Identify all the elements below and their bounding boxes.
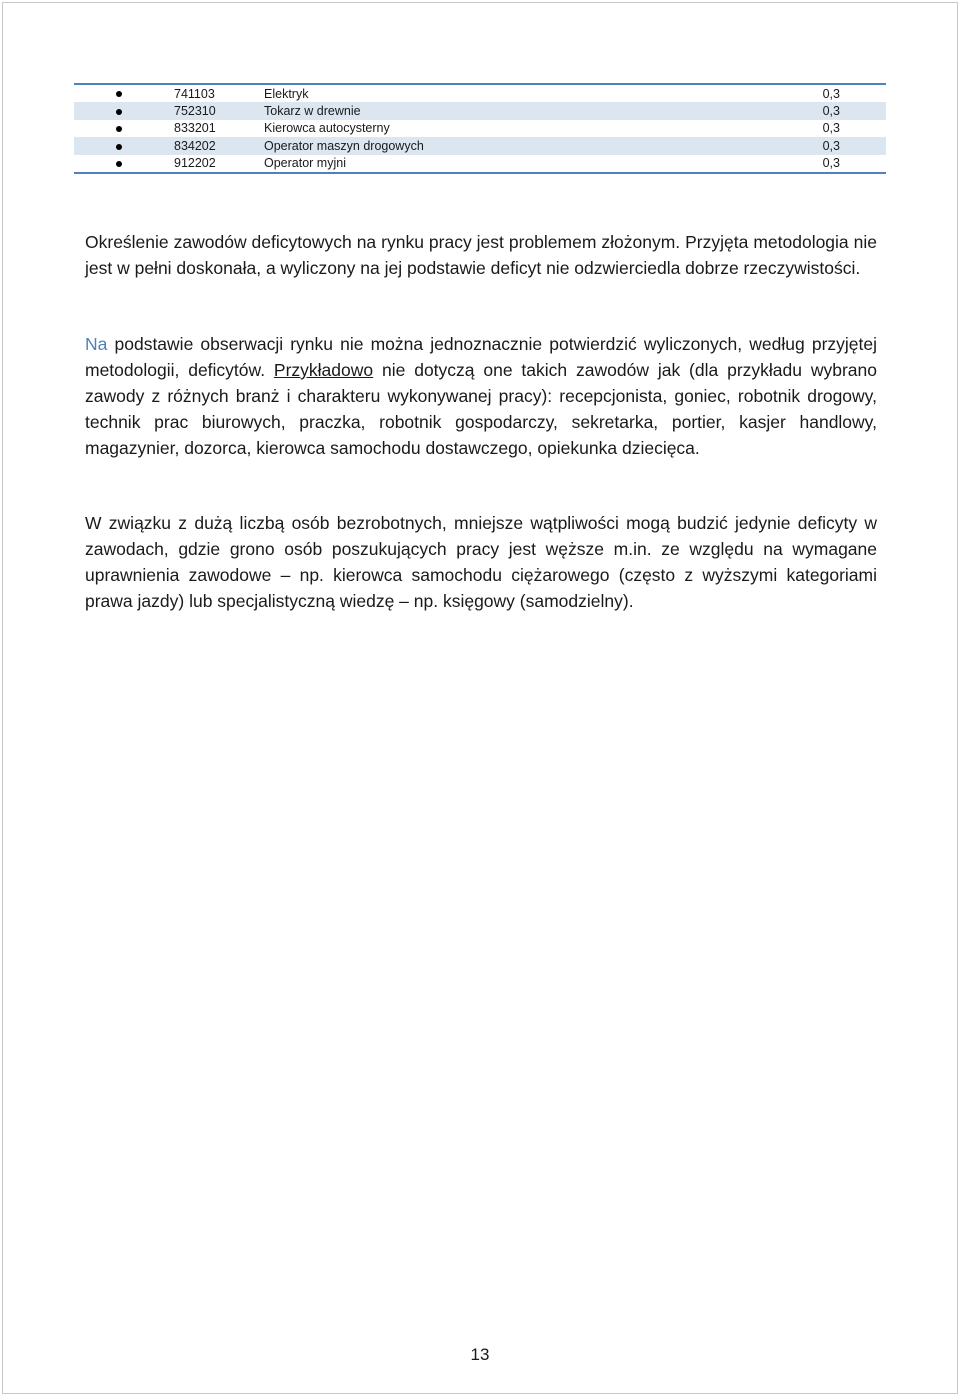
- occupation-name: Operator myjni: [264, 156, 346, 171]
- occupation-code: 834202: [174, 137, 264, 154]
- occupation-value: 0,3: [822, 86, 840, 101]
- paragraph-market-observation: [85, 331, 877, 461]
- table-row: [74, 155, 886, 173]
- bullet-cell: [74, 155, 174, 173]
- occupation-code: 912202: [174, 156, 216, 171]
- occupation-name: Tokarz w drewnie: [264, 102, 760, 119]
- occupations-table: [74, 83, 886, 174]
- bullet-icon: [116, 144, 122, 150]
- bullet-icon: [116, 91, 122, 97]
- table-row: [74, 120, 886, 137]
- bullet-cell: [74, 102, 174, 119]
- paragraph-text: nie dotyczą one takich zawodów jak (dla przykładu wybrano zawody z różnych branż i charakteru wykonywanej pracy): recepcjonista, goniec, robotnik drogowy, technik prac biurowych, praczka, robotnik gospodarczy, sekretarka, portier, kasjer handlowy, magazynier, dozorca, kierowca samochodu dostawczego, opiekunka dziecięca.: [85, 360, 877, 458]
- bullet-cell: [74, 84, 174, 102]
- blue-word: Na: [85, 334, 108, 354]
- occupation-name: Kierowca autocysterny: [264, 121, 390, 136]
- occupation-value: 0,3: [760, 102, 886, 119]
- occupation-value: 0,3: [760, 137, 886, 154]
- occupation-code: 833201: [174, 121, 216, 136]
- occupation-name: Operator maszyn drogowych: [264, 137, 760, 154]
- occupation-code: 741103: [174, 86, 215, 101]
- paragraph-text: podstawie obserwacji rynku nie można jednoznacznie potwierdzić wyliczonych, według przyjętej metodologii, deficytów.: [85, 334, 877, 380]
- bullet-icon: [116, 109, 122, 115]
- table-row: [74, 84, 886, 102]
- table-row: [74, 102, 886, 119]
- paragraph-conclusion: W związku z dużą liczbą osób bezrobotnych, mniejsze wątpliwości mogą budzić jedynie deficyty w zawodach, gdzie grono osób poszukujących pracy jest węższe m.in. ze względu na wymagane uprawnienia zawodowe – np. kierowca samochodu ciężarowego (często z wyższymi kategoriami prawa jazdy) lub specjalistyczną wiedzę – np. księgowy (samodzielny).: [85, 513, 877, 611]
- occupation-code: 752310: [174, 102, 264, 119]
- page-number: 13: [470, 1345, 490, 1364]
- occupation-name: Elektryk: [264, 86, 309, 101]
- bullet-icon: [116, 161, 122, 167]
- bullet-cell: [74, 120, 174, 137]
- occupation-value: 0,3: [822, 121, 840, 136]
- table-row: [74, 137, 886, 154]
- bullet-icon: [116, 126, 122, 132]
- paragraph-deficit-intro: Określenie zawodów deficytowych na rynku pracy jest problemem złożonym. Przyjęta metodologia nie jest w pełni doskonała, a wyliczony na jej podstawie deficyt nie odzwierciedla dobrze rzeczywistości.: [85, 232, 877, 278]
- bullet-cell: [74, 137, 174, 154]
- page-border: [2, 2, 958, 1394]
- occupation-value: 0,3: [822, 156, 840, 171]
- underlined-word: Przykładowo: [273, 360, 374, 380]
